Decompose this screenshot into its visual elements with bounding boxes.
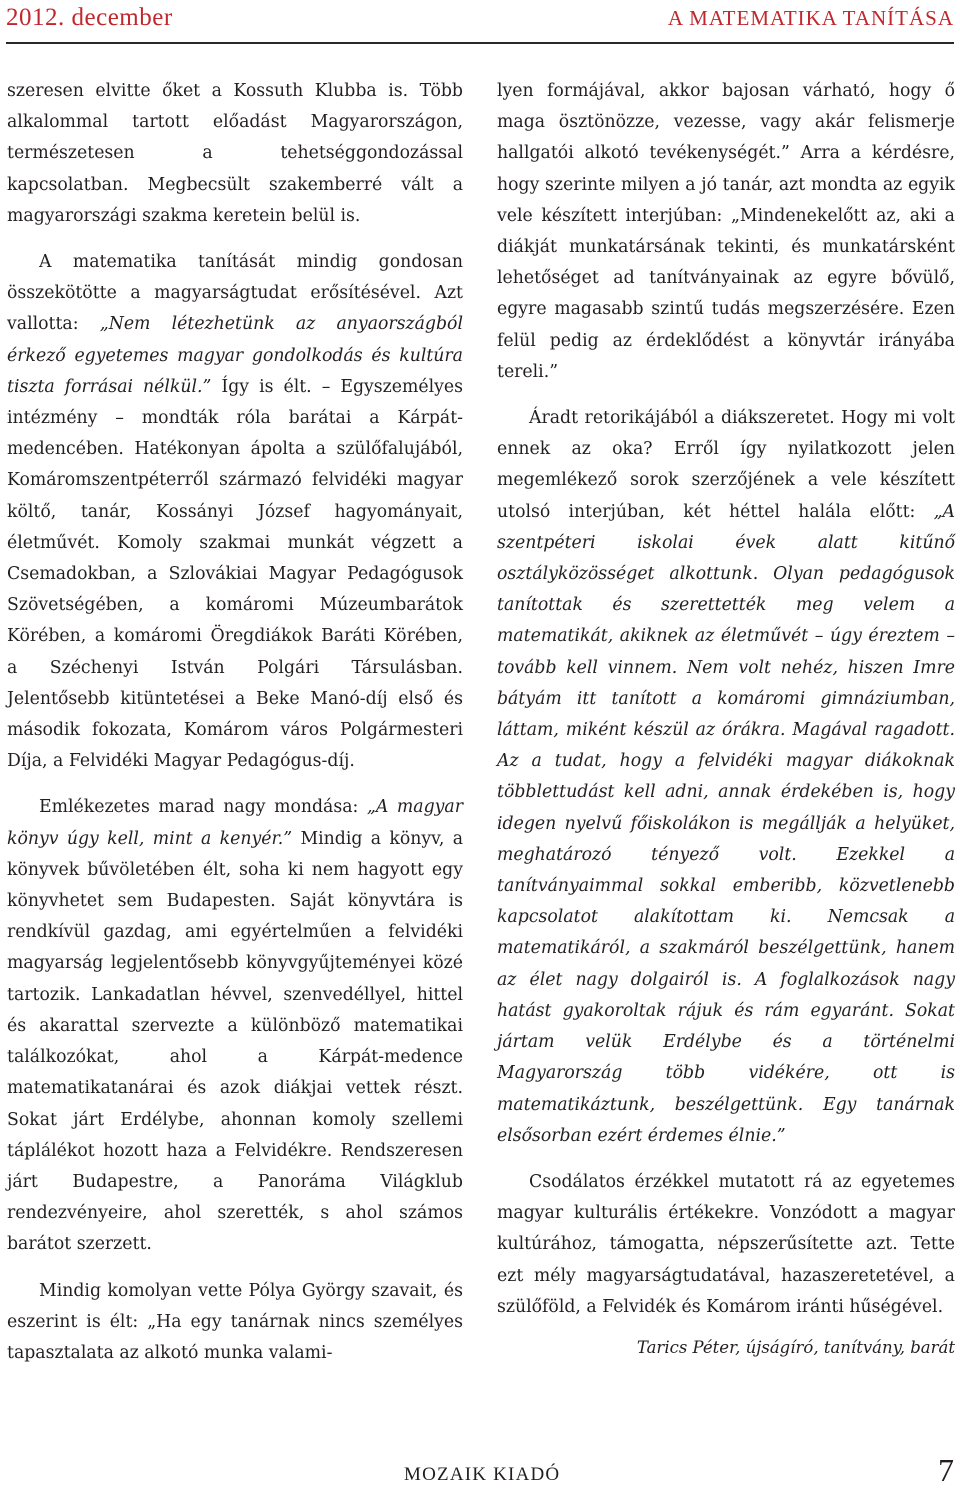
paragraph-right-1: lyen formájával, akkor bajosan várható, hogy ő maga ösztönözze, vezesse, vagy akár felismerje hallgatói alkotó tevékenységét.” Arra a kérdésre, hogy szerinte milyen a jó tanár, azt mondta az egyik vele készített interjúban: „Mindenekelőtt az, aki a diákját munkatársának tekinti, és munkatársként lehetőséget ad tanítványainak az egyre bővülő, egyre magasabb szintű tudás megszerzésére. Ezen felül pedig az érdeklődést a könyvtár irányába tereli.” <box>497 81 955 382</box>
paragraph-text: A matematika tanítását mindig gondosan összekötötte a magyarságtudat erősítésével. Azt vallotta: <box>7 252 463 335</box>
quote-text: „A magyar könyv úgy kell, mint a kenyér.” <box>7 797 463 849</box>
paragraph-left-2 <box>7 247 463 777</box>
paragraph-right-2 <box>497 403 955 1152</box>
paragraph-left-4: Mindig komolyan vette Pólya György szavait, és eszerint is élt: „Ha egy tanárnak nincs személyes tapasztalata az alkotó munka valami- <box>7 1280 463 1363</box>
publisher-name: MOZAIK KIADÓ <box>404 1464 561 1485</box>
paragraph-right-3: Csodálatos érzékkel mutatott rá az egyetemes magyar kulturális értékekre. Vonzódott a magyar kultúrához, támogatta, népszerűsítette azt. Tette ezt mély magyarságtudatával, hazaszeretetével, a szülőföld, a Felvidék és Komárom iránti hűségével. <box>497 1171 955 1317</box>
paragraph-left-3 <box>7 792 463 1260</box>
paragraph-left-1: szeresen elvitte őket a Kossuth Klubba is. Több alkalommal tartott előadást Magyarországon, természetesen a tehetséggondozással kapcsolatban. Megbecsült szakemberré vált a magyarországi szakma keretein belül is. <box>7 81 463 226</box>
section-title: A MATEMATIKA TANÍTÁSA <box>667 6 954 30</box>
paragraph-text: Így is élt. – Egyszemélyes intézmény – mondták róla barátai a Kárpát-medencében. Hatékonyan ápolta a szülőfalujából, Komáromszentpéterről származó felvidéki magyar költő, tanár, Kossányi József hagyományait, életművét. Komoly szakmai munkát végzett a Csemadokban, a Szlovákiai Magyar Pedagógusok Szövetségében, a komáromi Múzeumbarátok Körében, a komáromi Öregdiákok Baráti Körében, a Széchenyi István Polgári Társulásban. Jelentősebb kitüntetései a Beke Manó-díj első és második fokozata, Komárom város Polgármesteri Díja, a Felvidéki Magyar Pedagógus-díj. <box>7 376 463 772</box>
author-signature: Tarics Péter, újságíró, tanítvány, barát <box>636 1337 955 1357</box>
page-header <box>6 0 954 44</box>
quote-text: „A szentpéteri iskolai évek alatt kitűnő osztályközösséget alkottunk. Olyan pedagógusok tanítottak és szerettették meg velem a matematikát, akiknek az életművét – úgy éreztem – tovább kell vinnem. Nem volt nehéz, hiszen Imre bátyám itt tanított a komáromi gimnáziumban, láttam, miként készül az órákra. Magával ragadott. Az a tudat, hogy a felvidéki magyar diákoknak többlettudást kell adni, annak érdekében is, hogy idegen nyelvű főiskolákon is megállják a helyüket, meghatározó tényező volt. Ezekkel a tanítványaimmal sokkal emberibb, közvetlenebb kapcsolatot alakítottam ki. Nemcsak a matematikáról, a szakmáról beszélgettünk, hanem az élet nagy dolgairól is. A foglalkozások nagy hatást gyakoroltak rájuk és rám egyaránt. Sokat jártam velük Erdélybe és a történelmi Magyarország több vidékére, ott is matematikáztunk, beszélgettünk. Egy tanárnak elsősorban ezért érdemes élnie.” <box>497 501 955 1146</box>
paragraph-text: Emlékezetes marad nagy mondása: <box>39 797 367 818</box>
quote-text: „Nem létezhetünk az anyaországból érkező egyetemes magyar gondolkodás és kultúra tiszta forrásai nélkül.” <box>7 314 463 397</box>
page-number: 7 <box>938 1452 954 1488</box>
paragraph-text: Áradt retorikájából a diákszeretet. Hogy mi volt ennek az oka? Erről így nyilatkozott jelen megemlékező sorok szerzőjének a vele készített utolsó interjúban, két héttel halála előtt: <box>497 408 955 522</box>
left-column <box>7 76 463 1369</box>
right-column <box>497 76 955 1360</box>
issue-date: 2012. december <box>6 4 173 31</box>
paragraph-text: Mindig a könyv, a könyvek bűvöletében élt, soha ki nem hagyott egy könyvhetet sem Budapesten. Saját könyvtára is rendkívül gazdag, ami egyértelműen a felvidéki magyarság legjelentősebb könyvgyűjteményei közé tartozik. Lankadatlan hévvel, szenvedéllyel, hittel és akarattal szervezte a különböző matematikai találkozókat, ahol a Kárpát-medence matematikatanárai és azok diákjai vettek részt. Sokat járt Erdélybe, ahonnan komoly szellemi táplálékot hozott haza a Felvidékre. Rendszeresen járt Budapestre, a Panoráma Világklub rendezvényeire, ahol szerették, s ahol számos barátot szerzett. <box>7 828 464 1255</box>
